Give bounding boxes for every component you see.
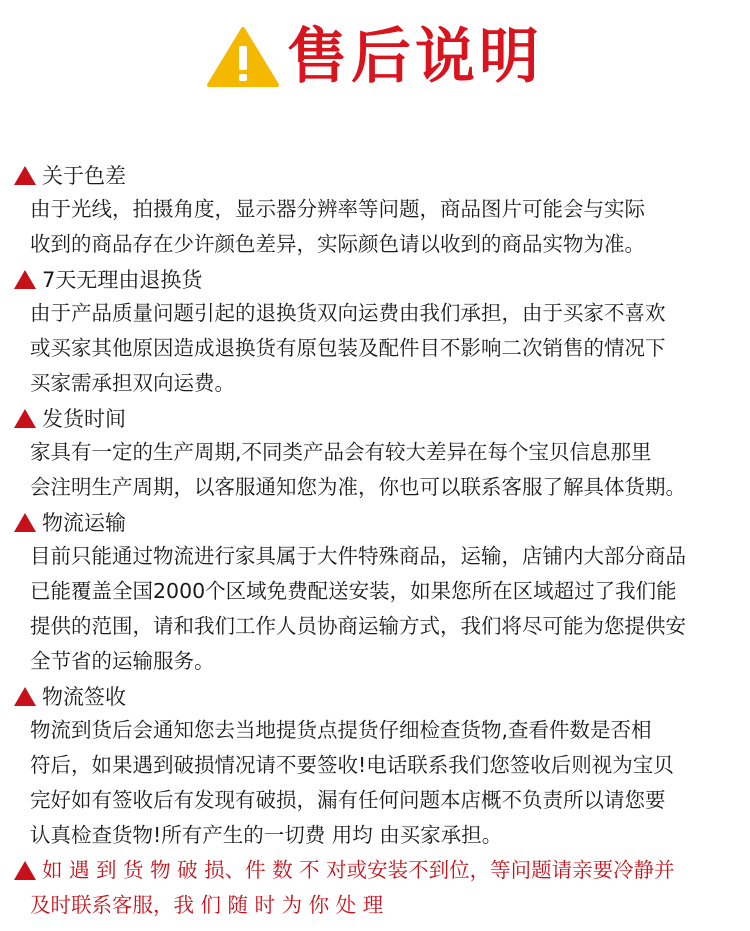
section-logistics [0,505,750,679]
body-line: 全节省的运输服务。 [30,649,215,673]
page-title: 售后说明 [287,22,543,92]
red-triangle-bullet-icon [14,687,36,706]
body-line: 完好如有签收后有发现有破损，漏有任何问题本店概不负责所以请您要 [30,788,666,812]
red-triangle-bullet-icon [14,166,36,185]
damage-warning [0,853,750,923]
header [0,22,750,92]
section-body [0,192,750,262]
section-heading [0,679,750,713]
red-triangle-bullet-icon [14,270,36,289]
after-sales-content [0,158,750,923]
body-line: 符后，如果遇到破损情况请不要签收!电话联系我们您签收后则视为宝贝 [30,753,674,777]
body-line: 买家需承担双向运费。 [30,371,235,395]
section-body [0,539,750,679]
section-delivery-signoff [0,679,750,853]
body-line: 提供的范围，请和我们工作人员协商运输方式，我们将尽可能为您提供安 [30,614,686,638]
red-triangle-bullet-icon [14,409,36,428]
section-heading [0,262,750,296]
body-line: 物流到货后会通知您去当地提货点提货仔细检查货物,查看件数是否相 [30,718,652,742]
section-body [0,435,750,505]
section-heading-text: 关于色差 [42,164,126,188]
section-body [0,296,750,401]
section-heading-text: 物流签收 [42,685,126,709]
section-heading [0,401,750,435]
section-heading-text: 物流运输 [42,511,126,535]
section-body [0,713,750,853]
warning-line: 及时联系客服，我 们 随 时 为 你 处 理 [30,893,384,917]
body-line: 目前只能通过物流进行家具属于大件特殊商品，运输，店铺内大部分商品 [30,544,686,568]
body-line: 认真检查货物!所有产生的一切费 用均 由买家承担。 [30,823,503,847]
warning-line [0,853,750,888]
section-heading [0,505,750,539]
body-line: 或买家其他原因造成退换货有原包装及配件目不影响二次销售的情况下 [30,336,666,360]
body-line: 由于产品质量问题引起的退换货双向运费由我们承担，由于买家不喜欢 [30,301,666,325]
warning-text: 如 遇 到 货 物 破 损、件 数 不 对或安装不到位，等问题请亲要冷静并 [42,858,675,882]
warning-triangle-icon [207,26,279,88]
body-line: 由于光线，拍摄角度，显示器分辨率等问题，商品图片可能会与实际 [30,197,645,221]
body-line: 家具有一定的生产周期,不同类产品会有较大差异在每个宝贝信息那里 [30,440,652,464]
red-triangle-bullet-icon [14,861,36,880]
body-line: 已能覆盖全国2000个区域免费配送安装，如果您所在区域超过了我们能 [30,579,677,603]
section-7-day-return [0,262,750,401]
section-heading-text: 7天无理由退换货 [42,268,203,292]
red-triangle-bullet-icon [14,513,36,532]
section-color-difference [0,158,750,262]
body-line: 收到的商品存在少许颜色差异，实际颜色请以收到的商品实物为准。 [30,232,645,256]
body-line: 会注明生产周期，以客服通知您为准，你也可以联系客服了解具体货期。 [30,475,686,499]
section-shipping-time [0,401,750,505]
section-heading [0,158,750,192]
section-heading-text: 发货时间 [42,407,126,431]
